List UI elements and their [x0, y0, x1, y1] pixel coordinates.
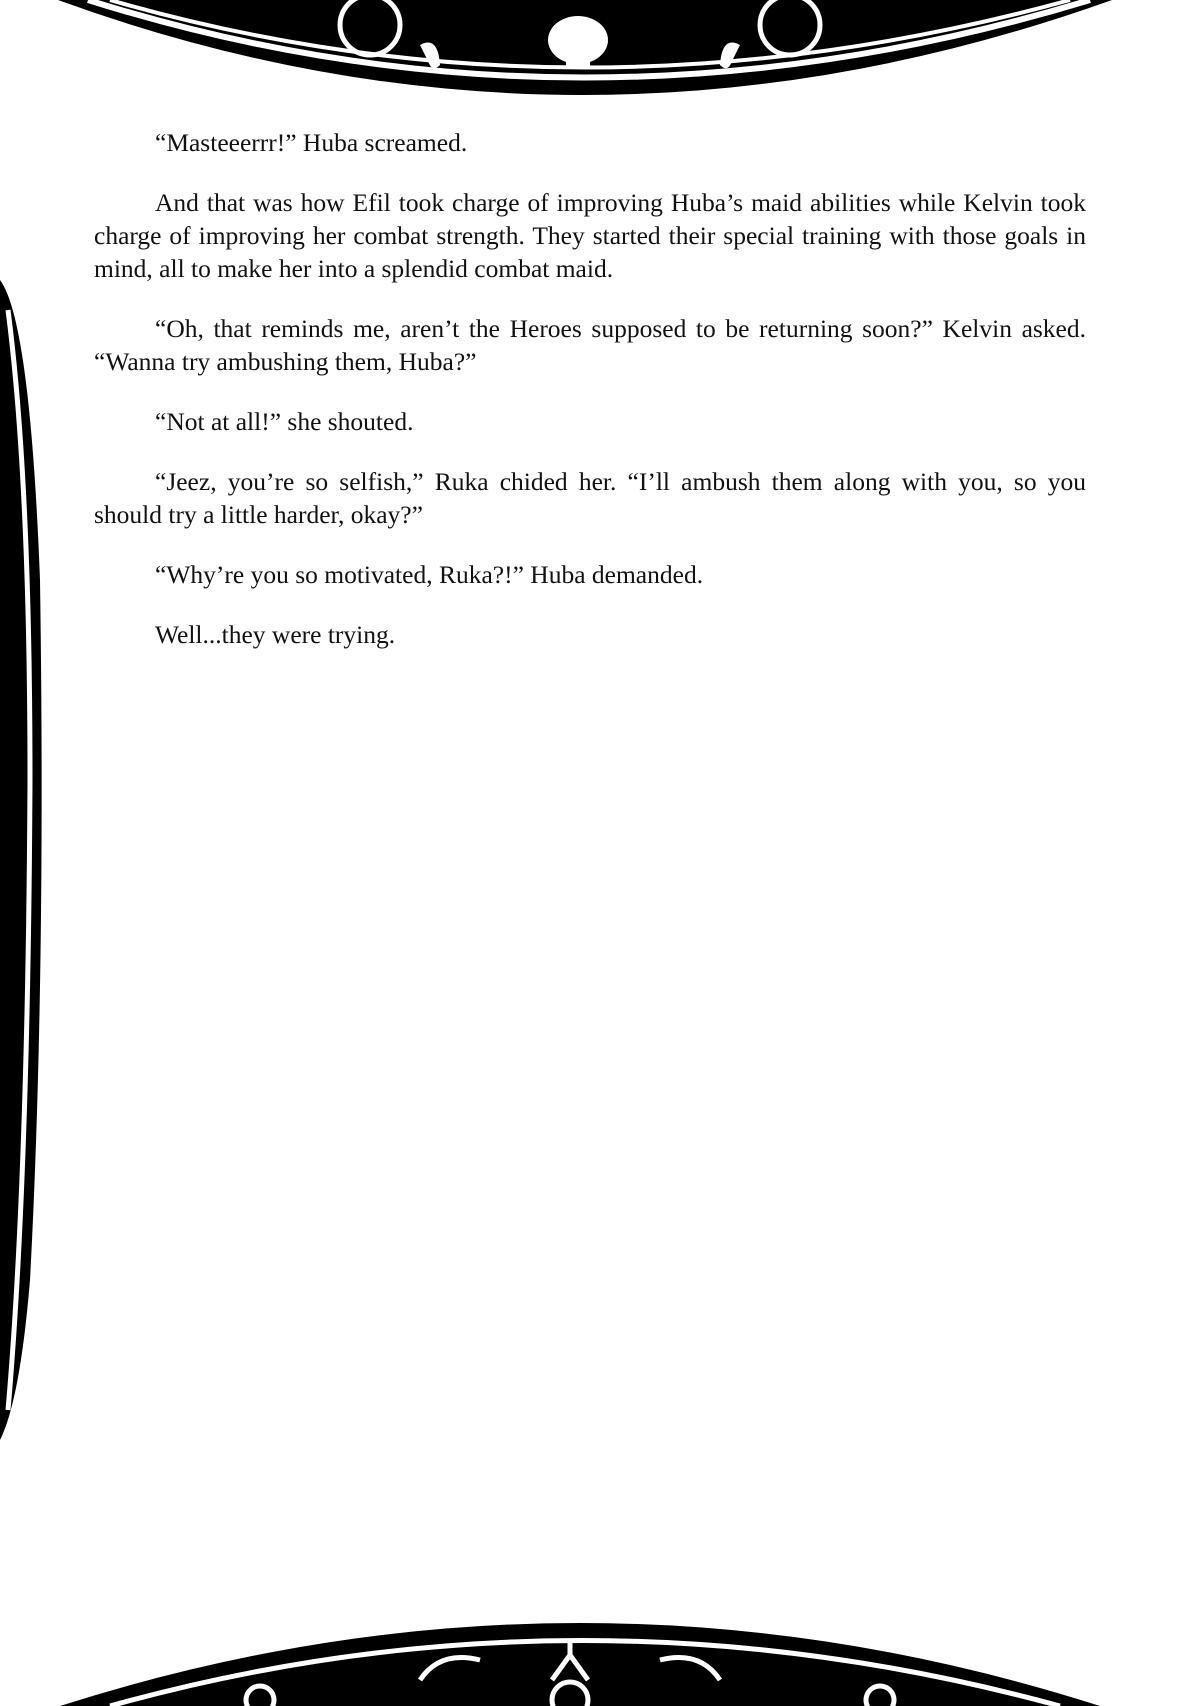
paragraph: And that was how Efil took charge of improving Huba’s maid abilities while Kelvin took charge of improving her combat strength. They started their special training with those goals in mind, all to make her into a splendid combat maid. [94, 188, 1086, 283]
paragraph: Well...they were trying. [155, 620, 396, 649]
paragraph: “Jeez, you’re so selfish,” Ruka chided her. “I’ll ambush them along with you, so you should try a little harder, okay?” [94, 467, 1086, 529]
top-ornament [0, 0, 1200, 110]
page-body-text [94, 126, 1086, 678]
bottom-ornament [0, 1600, 1200, 1706]
left-border-ornament [0, 280, 70, 1440]
paragraph: “Why’re you so motivated, Ruka?!” Huba demanded. [155, 560, 704, 589]
paragraph: “Not at all!” she shouted. [155, 407, 414, 436]
paragraph: “Masteeerrr!” Huba screamed. [155, 128, 468, 157]
paragraph: “Oh, that reminds me, aren’t the Heroes supposed to be returning soon?” Kelvin asked. “Wanna try ambushing them, Huba?” [94, 314, 1086, 376]
